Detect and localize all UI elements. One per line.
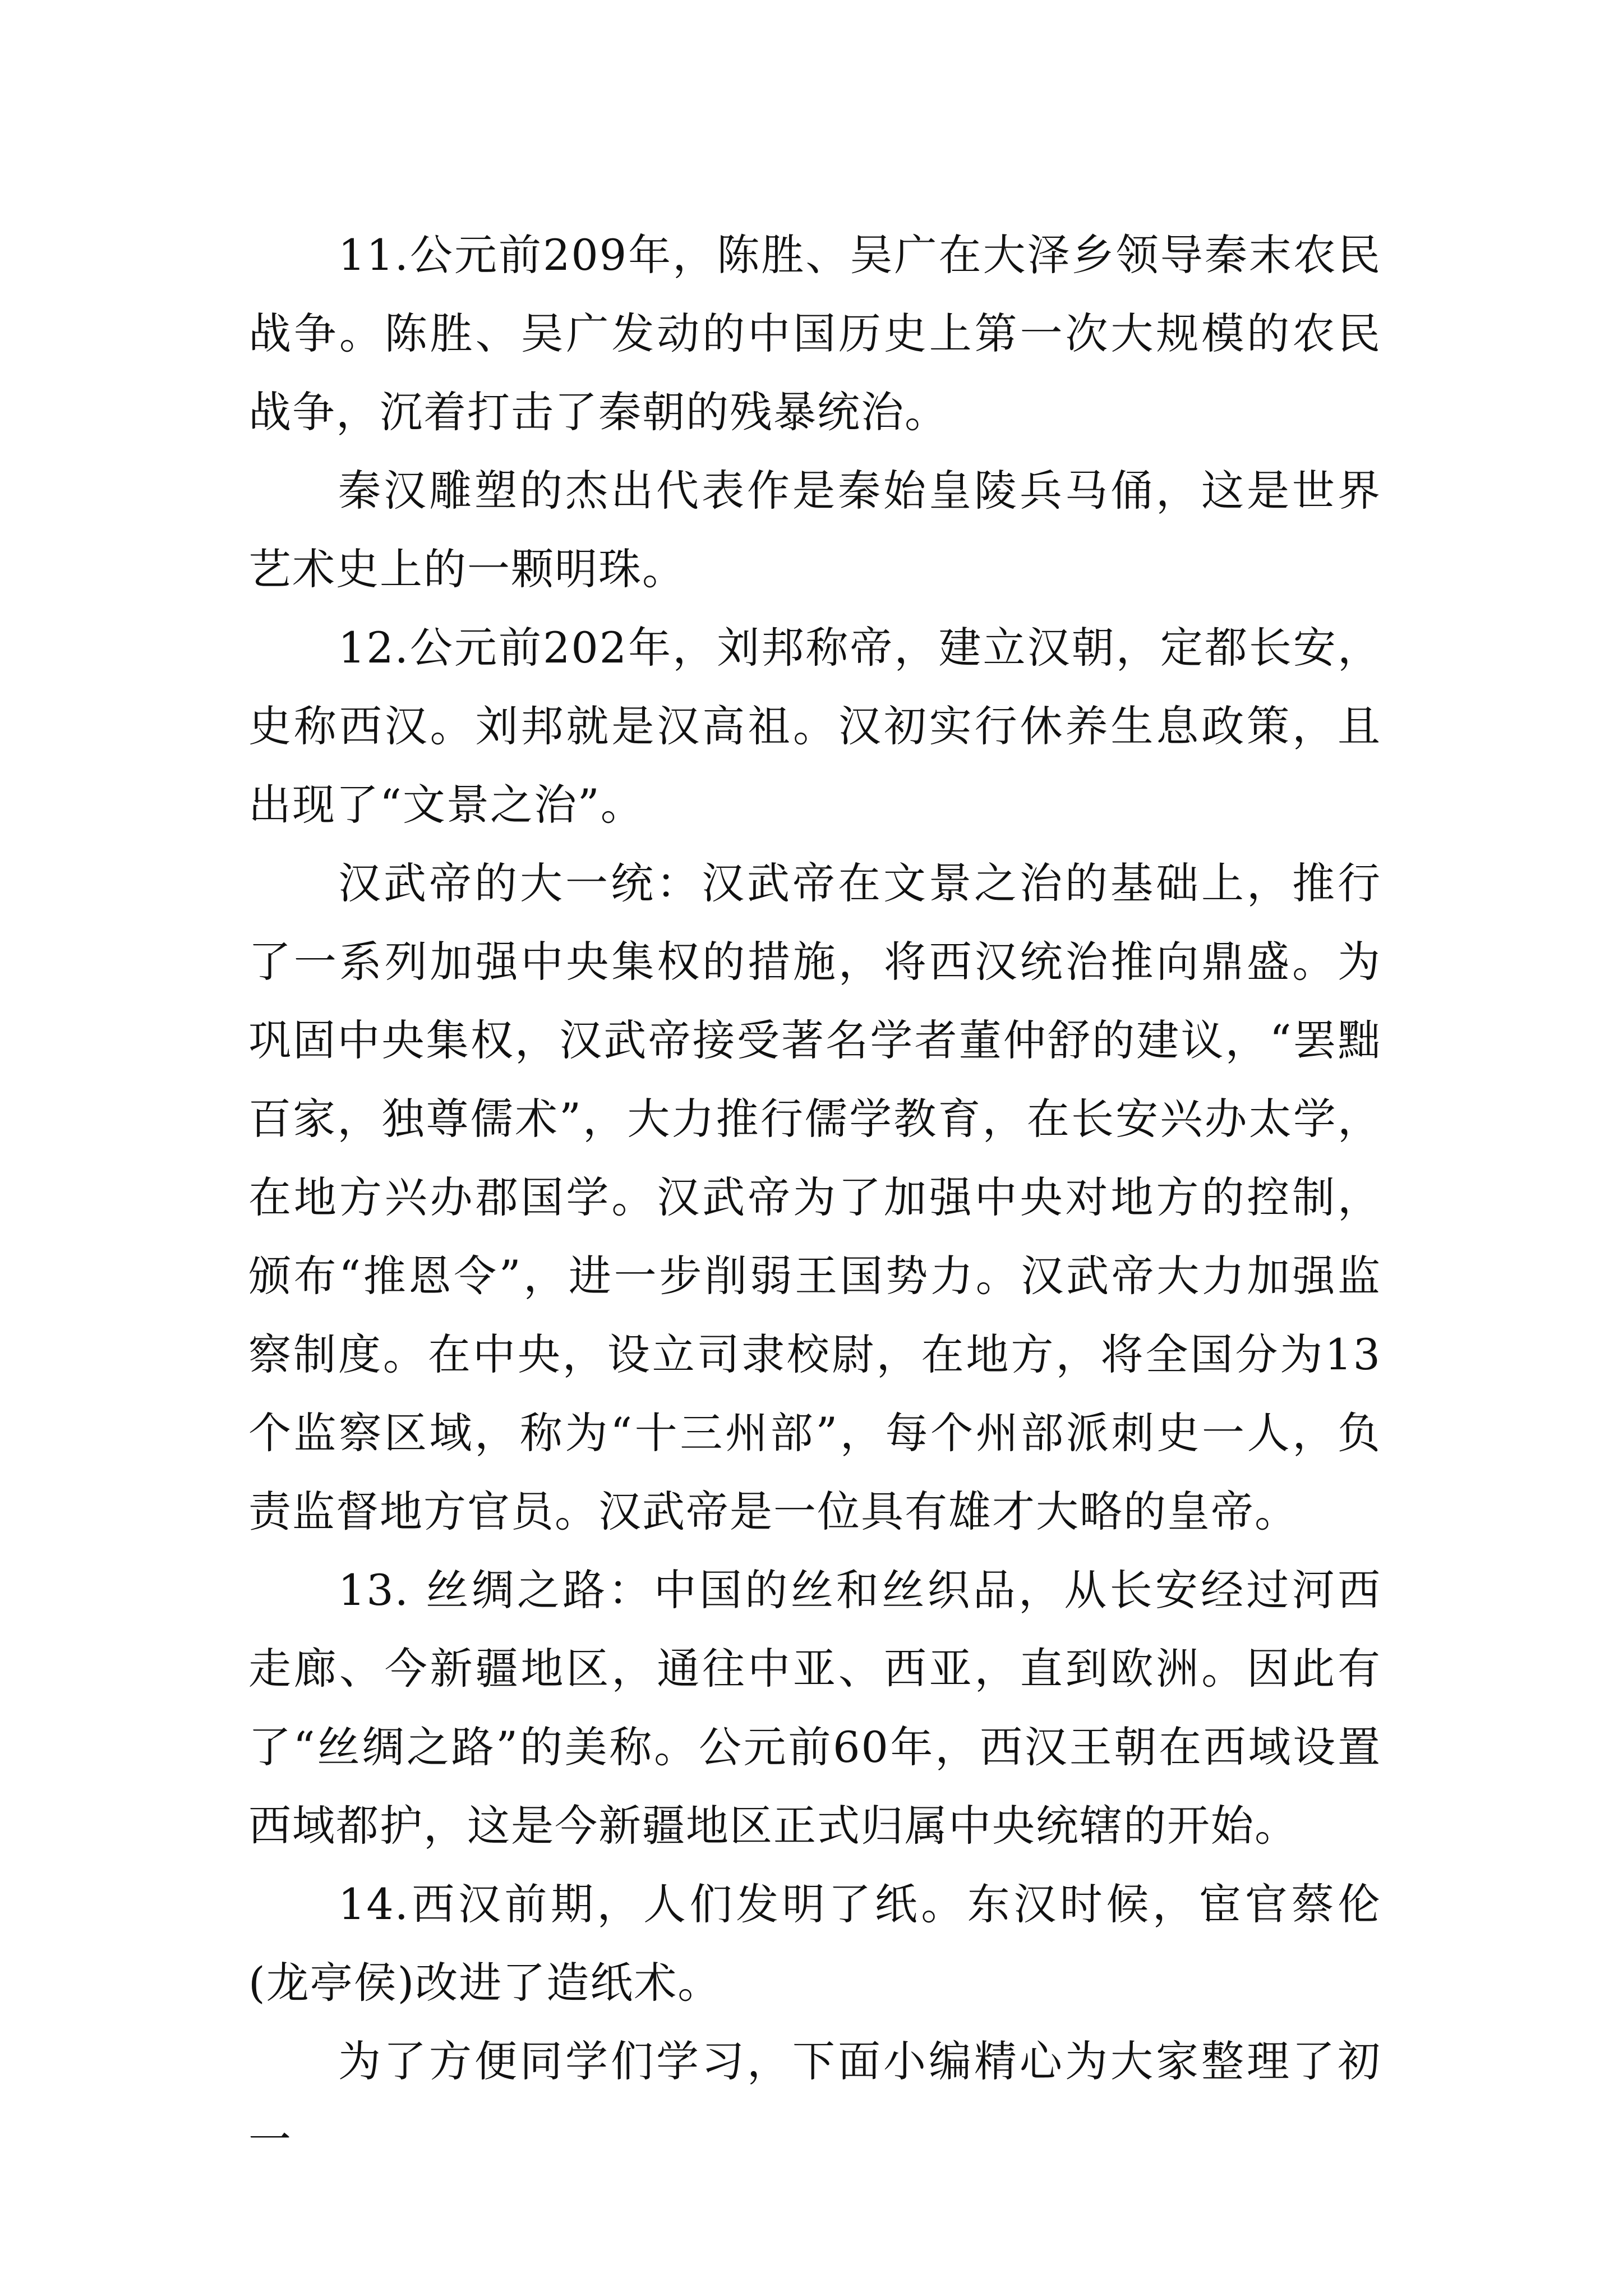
paragraph-editor-note: 为了方便同学们学习，下面小编精心为大家整理了初一 (248, 2036, 1381, 2165)
paragraph-papermaking: 14.西汉前期，人们发明了纸。东汉时候，宦官蔡伦(龙亭侯)改进了造纸术。 (248, 1879, 1381, 2008)
paragraph-terracotta-warriors: 秦汉雕塑的杰出代表作是秦始皇陵兵马俑，这是世界艺术史上的一颗明珠。 (248, 466, 1381, 594)
paragraph-emperor-wu-unification: 汉武帝的大一统：汉武帝在文景之治的基础上，推行了一系列加强中央集权的措施，将西汉统治推向鼎盛。为巩固中央集权，汉武帝接受著名学者董仲舒的建议，“罢黜百家，独尊儒术”，大力推行儒学教育，在长安兴办太学，在地方兴办郡国学。汉武帝为了加强中央对地方的控制，颁布“推恩令”，进一步削弱王国势力。汉武帝大力加强监察制度。在中央，设立司隶校尉，在地方，将全国分为13个监察区域，称为“十三州部”，每个州部派刺史一人，负责监督地方官员。汉武帝是一位具有雄才大略的皇帝。 (248, 858, 1381, 1536)
paragraph-western-han-founding: 12.公元前202年，刘邦称帝，建立汉朝，定都长安，史称西汉。刘邦就是汉高祖。汉初实行休养生息政策，且出现了“文景之治”。 (248, 623, 1381, 830)
paragraph-qin-peasant-war: 11.公元前209年，陈胜、吴广在大泽乡领导秦末农民战争。陈胜、吴广发动的中国历史上第一次大规模的农民战争，沉着打击了秦朝的残暴统治。 (248, 230, 1381, 437)
paragraph-silk-road: 13. 丝绸之路：中国的丝和丝织品，从长安经过河西走廊、今新疆地区，通往中亚、西亚，直到欧洲。因此有了“丝绸之路”的美称。公元前60年，西汉王朝在西域设置西域都护，这是今新疆地区正式归属中央统辖的开始。 (248, 1565, 1381, 1851)
document-body (248, 216, 1381, 2179)
